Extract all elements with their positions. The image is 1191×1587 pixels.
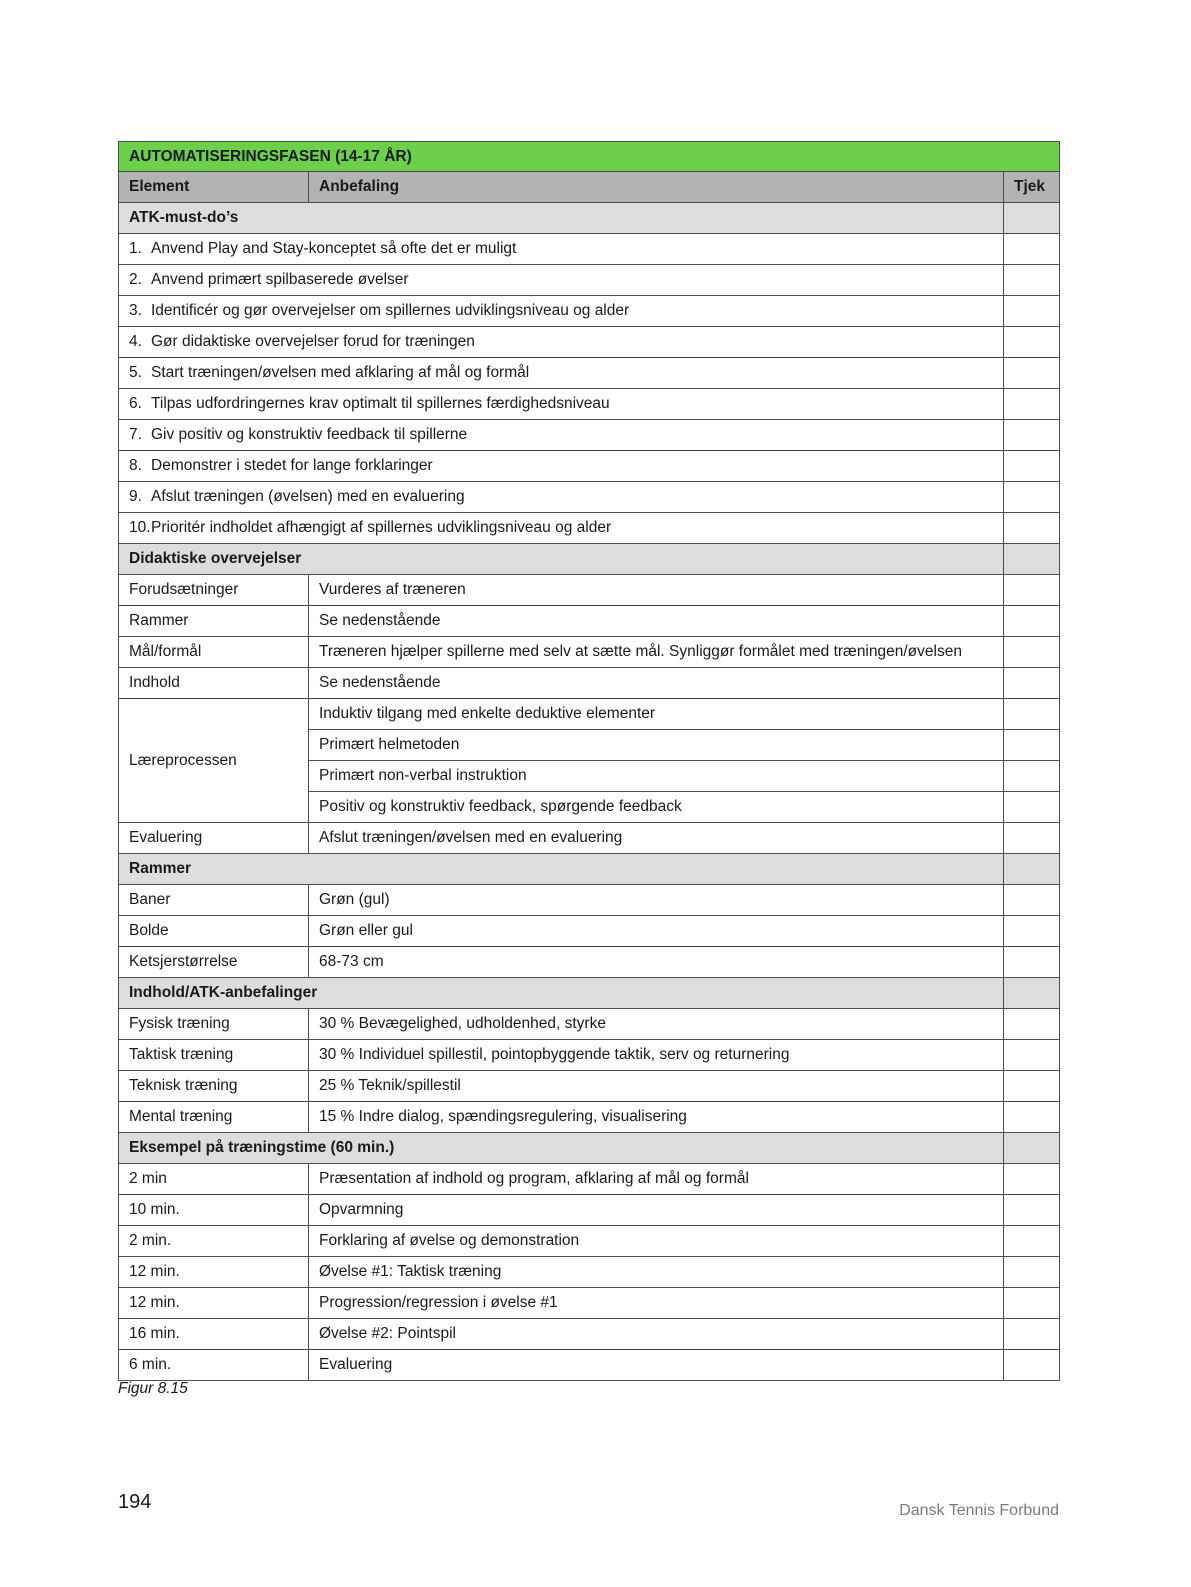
recommendation-cell: 15 % Indre dialog, spændingsregulering, visualisering	[309, 1102, 1004, 1133]
recommendation-cell: Forklaring af øvelse og demonstration	[309, 1226, 1004, 1257]
check-cell[interactable]	[1004, 606, 1060, 637]
item-number: 1.	[129, 240, 142, 257]
table-row	[119, 1009, 1060, 1040]
check-cell[interactable]	[1004, 1133, 1060, 1164]
element-cell: 2 min	[119, 1164, 309, 1195]
element-cell: Mål/formål	[119, 637, 309, 668]
table-row	[119, 823, 1060, 854]
element-cell: 12 min.	[119, 1257, 309, 1288]
item-text: Anvend Play and Stay-konceptet så ofte det er muligt	[151, 240, 517, 257]
recommendation-cell: 25 % Teknik/spillestil	[309, 1071, 1004, 1102]
section-row	[119, 544, 1060, 575]
item-number: 8.	[129, 457, 142, 474]
check-cell[interactable]	[1004, 792, 1060, 823]
must-do-row	[119, 420, 1060, 451]
item-text: Giv positiv og konstruktiv feedback til spillerne	[151, 426, 468, 443]
element-cell: Teknisk træning	[119, 1071, 309, 1102]
item-number: 4.	[129, 333, 142, 350]
must-do-row	[119, 296, 1060, 327]
recommendation-cell: Primært non-verbal instruktion	[309, 761, 1004, 792]
element-cell: 6 min.	[119, 1350, 309, 1381]
section-title: Rammer	[119, 854, 1004, 885]
item-number: 5.	[129, 364, 142, 381]
section-title: ATK-must-do’s	[119, 203, 1004, 234]
table-row	[119, 1071, 1060, 1102]
section-title: Indhold/ATK-anbefalinger	[119, 978, 1004, 1009]
check-cell[interactable]	[1004, 420, 1060, 451]
table-row	[119, 947, 1060, 978]
must-do-row	[119, 358, 1060, 389]
element-cell: Taktisk træning	[119, 1040, 309, 1071]
recommendation-cell: 30 % Bevægelighed, udholdenhed, styrke	[309, 1009, 1004, 1040]
element-cell: Fysisk træning	[119, 1009, 309, 1040]
item-text: Tilpas udfordringernes krav optimalt til spillernes færdighedsniveau	[151, 395, 610, 412]
recommendation-cell: Øvelse #1: Taktisk træning	[309, 1257, 1004, 1288]
section-row	[119, 854, 1060, 885]
check-cell[interactable]	[1004, 978, 1060, 1009]
check-cell[interactable]	[1004, 544, 1060, 575]
recommendation-cell: Progression/regression i øvelse #1	[309, 1288, 1004, 1319]
check-cell[interactable]	[1004, 637, 1060, 668]
figure-caption: Figur 8.15	[118, 1380, 188, 1397]
element-cell: Ketsjerstørrelse	[119, 947, 309, 978]
element-cell: Bolde	[119, 916, 309, 947]
element-cell: Læreprocessen	[119, 699, 309, 823]
check-cell[interactable]	[1004, 668, 1060, 699]
recommendation-cell: Se nedenstående	[309, 606, 1004, 637]
checklist-table	[118, 141, 1060, 1381]
item-text: Prioritér indholdet afhængigt af spillernes udviklingsniveau og alder	[151, 519, 612, 536]
check-cell[interactable]	[1004, 1040, 1060, 1071]
check-cell[interactable]	[1004, 761, 1060, 792]
check-cell[interactable]	[1004, 1257, 1060, 1288]
element-cell: Forudsætninger	[119, 575, 309, 606]
must-do-cell	[119, 296, 1004, 327]
check-cell[interactable]	[1004, 389, 1060, 420]
check-cell[interactable]	[1004, 1164, 1060, 1195]
must-do-cell	[119, 451, 1004, 482]
must-do-cell	[119, 327, 1004, 358]
table-row	[119, 885, 1060, 916]
check-cell[interactable]	[1004, 916, 1060, 947]
element-cell: Baner	[119, 885, 309, 916]
must-do-cell	[119, 513, 1004, 544]
table-row	[119, 1226, 1060, 1257]
table-row	[119, 1319, 1060, 1350]
check-cell[interactable]	[1004, 451, 1060, 482]
footer-publisher: Dansk Tennis Forbund	[899, 1502, 1059, 1519]
element-cell: 12 min.	[119, 1288, 309, 1319]
element-cell: 2 min.	[119, 1226, 309, 1257]
recommendation-cell: Træneren hjælper spillerne med selv at sætte mål. Synliggør formålet med træningen/øvelsen	[309, 637, 1004, 668]
element-cell: 16 min.	[119, 1319, 309, 1350]
must-do-row	[119, 265, 1060, 296]
must-do-row	[119, 234, 1060, 265]
section-title: Eksempel på træningstime (60 min.)	[119, 1133, 1004, 1164]
recommendation-cell: Primært helmetoden	[309, 730, 1004, 761]
must-do-row	[119, 389, 1060, 420]
table-title: AUTOMATISERINGSFASEN (14-17 ÅR)	[119, 142, 1060, 172]
check-cell[interactable]	[1004, 1319, 1060, 1350]
item-number: 3.	[129, 302, 142, 319]
check-cell[interactable]	[1004, 947, 1060, 978]
header-element: Element	[119, 172, 309, 203]
check-cell[interactable]	[1004, 234, 1060, 265]
check-cell[interactable]	[1004, 1009, 1060, 1040]
must-do-cell	[119, 482, 1004, 513]
item-text: Anvend primært spilbaserede øvelser	[151, 271, 409, 288]
must-do-row	[119, 451, 1060, 482]
table-row	[119, 637, 1060, 668]
section-row	[119, 203, 1060, 234]
must-do-row	[119, 327, 1060, 358]
must-do-cell	[119, 234, 1004, 265]
recommendation-cell: Grøn (gul)	[309, 885, 1004, 916]
recommendation-cell: 30 % Individuel spillestil, pointopbyggende taktik, serv og returnering	[309, 1040, 1004, 1071]
must-do-row	[119, 513, 1060, 544]
check-cell[interactable]	[1004, 885, 1060, 916]
item-number: 6.	[129, 395, 142, 412]
table-row	[119, 1040, 1060, 1071]
element-cell: Evaluering	[119, 823, 309, 854]
item-text: Start træningen/øvelsen med afklaring af mål og formål	[151, 364, 530, 381]
recommendation-cell: Evaluering	[309, 1350, 1004, 1381]
page-number: 194	[118, 1491, 152, 1513]
item-text: Demonstrer i stedet for lange forklaringer	[151, 457, 433, 474]
table-row	[119, 1288, 1060, 1319]
header-row	[119, 172, 1060, 203]
check-cell[interactable]	[1004, 1226, 1060, 1257]
recommendation-cell: Induktiv tilgang med enkelte deduktive elementer	[309, 699, 1004, 730]
recommendation-cell: 68-73 cm	[309, 947, 1004, 978]
header-check: Tjek	[1004, 172, 1060, 203]
must-do-row	[119, 482, 1060, 513]
table-row	[119, 1257, 1060, 1288]
check-cell[interactable]	[1004, 203, 1060, 234]
recommendation-cell: Opvarmning	[309, 1195, 1004, 1226]
check-cell[interactable]	[1004, 265, 1060, 296]
recommendation-cell: Øvelse #2: Pointspil	[309, 1319, 1004, 1350]
check-cell[interactable]	[1004, 823, 1060, 854]
check-cell[interactable]	[1004, 358, 1060, 389]
table-row	[119, 916, 1060, 947]
recommendation-cell: Grøn eller gul	[309, 916, 1004, 947]
item-number: 2.	[129, 271, 142, 288]
check-cell[interactable]	[1004, 1350, 1060, 1381]
recommendation-cell: Se nedenstående	[309, 668, 1004, 699]
element-cell: Mental træning	[119, 1102, 309, 1133]
must-do-cell	[119, 358, 1004, 389]
check-cell[interactable]	[1004, 730, 1060, 761]
table-title-row	[119, 142, 1060, 172]
check-cell[interactable]	[1004, 1288, 1060, 1319]
element-cell: Indhold	[119, 668, 309, 699]
check-cell[interactable]	[1004, 327, 1060, 358]
header-recommendation: Anbefaling	[309, 172, 1004, 203]
section-row	[119, 1133, 1060, 1164]
table-row	[119, 668, 1060, 699]
element-cell: 10 min.	[119, 1195, 309, 1226]
check-cell[interactable]	[1004, 575, 1060, 606]
check-cell[interactable]	[1004, 1195, 1060, 1226]
check-cell[interactable]	[1004, 482, 1060, 513]
check-cell[interactable]	[1004, 699, 1060, 730]
item-text: Identificér og gør overvejelser om spillernes udviklingsniveau og alder	[151, 302, 630, 319]
must-do-cell	[119, 389, 1004, 420]
recommendation-cell: Positiv og konstruktiv feedback, spørgende feedback	[309, 792, 1004, 823]
table-row	[119, 1195, 1060, 1226]
must-do-cell	[119, 420, 1004, 451]
item-number: 9.	[129, 488, 142, 505]
section-row	[119, 978, 1060, 1009]
element-cell: Rammer	[119, 606, 309, 637]
table-row	[119, 606, 1060, 637]
check-cell[interactable]	[1004, 513, 1060, 544]
section-title: Didaktiske overvejelser	[119, 544, 1004, 575]
check-cell[interactable]	[1004, 1071, 1060, 1102]
recommendation-cell: Præsentation af indhold og program, afklaring af mål og formål	[309, 1164, 1004, 1195]
table-row	[119, 1350, 1060, 1381]
table-row	[119, 1102, 1060, 1133]
item-text: Afslut træningen (øvelsen) med en evaluering	[151, 488, 465, 505]
recommendation-cell: Vurderes af træneren	[309, 575, 1004, 606]
must-do-cell	[119, 265, 1004, 296]
item-number: 7.	[129, 426, 142, 443]
recommendation-cell: Afslut træningen/øvelsen med en evaluering	[309, 823, 1004, 854]
check-cell[interactable]	[1004, 854, 1060, 885]
check-cell[interactable]	[1004, 296, 1060, 327]
check-cell[interactable]	[1004, 1102, 1060, 1133]
item-number: 10.	[129, 519, 151, 536]
table-row	[119, 1164, 1060, 1195]
table-row	[119, 575, 1060, 606]
table-row	[119, 699, 1060, 730]
item-text: Gør didaktiske overvejelser forud for træningen	[151, 333, 475, 350]
